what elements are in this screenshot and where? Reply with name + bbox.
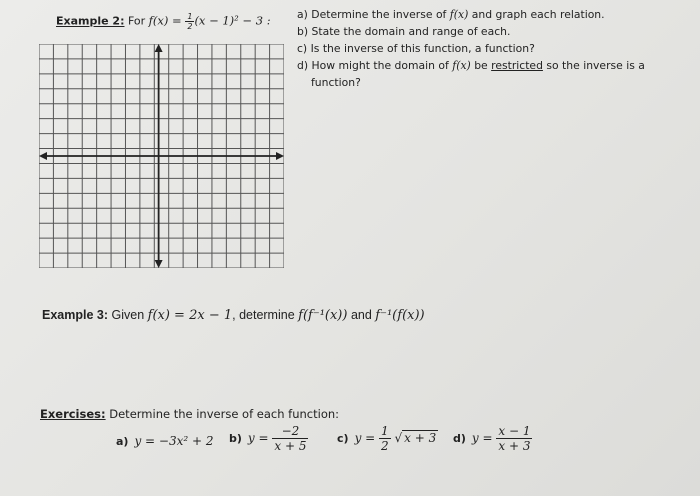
question-d-suffix: so the inverse is a (546, 59, 645, 72)
exercise-a (116, 434, 214, 448)
question-d-prefix: d) How might the domain of (297, 59, 449, 72)
example-3-label: Example 3: (42, 308, 109, 322)
exercise-b-den: x + 5 (274, 439, 307, 453)
example-2-questions (297, 6, 677, 91)
exercise-c-lhs: y = (354, 431, 376, 445)
exercise-c-radicand: x + 3 (404, 431, 437, 445)
exercise-b-num: −2 (272, 424, 308, 439)
exercise-c-den: 2 (381, 439, 389, 453)
question-c: c) Is the inverse of this function, a function? (297, 42, 535, 55)
exercise-d-letter: d) (453, 432, 466, 445)
exercise-c-num: 1 (381, 424, 389, 438)
example-3-sep: , determine (232, 308, 295, 322)
exercises-heading (40, 407, 339, 421)
example-3-expr1: f(f⁻¹(x)) (298, 308, 348, 323)
question-a (297, 6, 677, 23)
question-d-math: f(x) (452, 59, 471, 72)
example-3-and: and (350, 308, 372, 322)
example-3-given: f(x) = 2x − 1 (147, 308, 233, 323)
y-axis-down-arrow-icon (155, 260, 163, 268)
question-d-continued: function? (311, 76, 361, 89)
coef-denominator: 2 (187, 22, 193, 31)
exercise-c-fraction (379, 424, 391, 453)
exercise-c-letter: c) (337, 432, 349, 445)
exercise-d-lhs: y = (471, 431, 493, 445)
example-2-label: Example 2: (56, 14, 125, 28)
exercise-d-fraction (496, 424, 532, 453)
example-2-heading (56, 12, 271, 31)
exercises-intro: Determine the inverse of each function: (109, 407, 340, 421)
exercise-d (453, 424, 532, 453)
coordinate-grid (39, 44, 284, 268)
example-2-intro: For (127, 14, 146, 28)
exercise-b-letter: b) (229, 432, 242, 445)
exercise-b (229, 424, 308, 453)
example-3-intro: Given (111, 308, 145, 322)
example-2-function-lhs: f(x) = (148, 13, 186, 28)
exercises-label: Exercises: (40, 407, 106, 421)
exercise-d-den: x + 3 (498, 439, 531, 453)
exercise-c (337, 424, 438, 453)
exercise-b-lhs: y = (247, 431, 269, 445)
question-b: b) State the domain and range of each. (297, 25, 511, 38)
exercise-a-expr: y = −3x² + 2 (134, 434, 214, 448)
radical-sign-icon: √ (394, 431, 403, 445)
coef-numerator: 1 (187, 12, 193, 21)
question-a-suffix: and graph each relation. (471, 8, 605, 21)
x-axis-right-arrow-icon (276, 152, 284, 160)
question-d-underlined: restricted (491, 59, 543, 72)
question-d-middle: be (474, 59, 488, 72)
exercise-b-fraction (272, 424, 308, 453)
question-a-math: f(x) (449, 8, 469, 21)
x-axis-left-arrow-icon (39, 152, 47, 160)
exercise-a-letter: a) (116, 435, 129, 448)
y-axis-up-arrow-icon (155, 44, 163, 52)
example-3-expr2: f⁻¹(f(x)) (375, 308, 425, 323)
exercise-d-num: x − 1 (498, 424, 531, 438)
question-d (297, 57, 677, 74)
example-2-function-rhs: (x − 1)² − 3 : (194, 13, 271, 28)
example-3 (42, 308, 425, 323)
question-a-prefix: a) Determine the inverse of (297, 8, 447, 21)
